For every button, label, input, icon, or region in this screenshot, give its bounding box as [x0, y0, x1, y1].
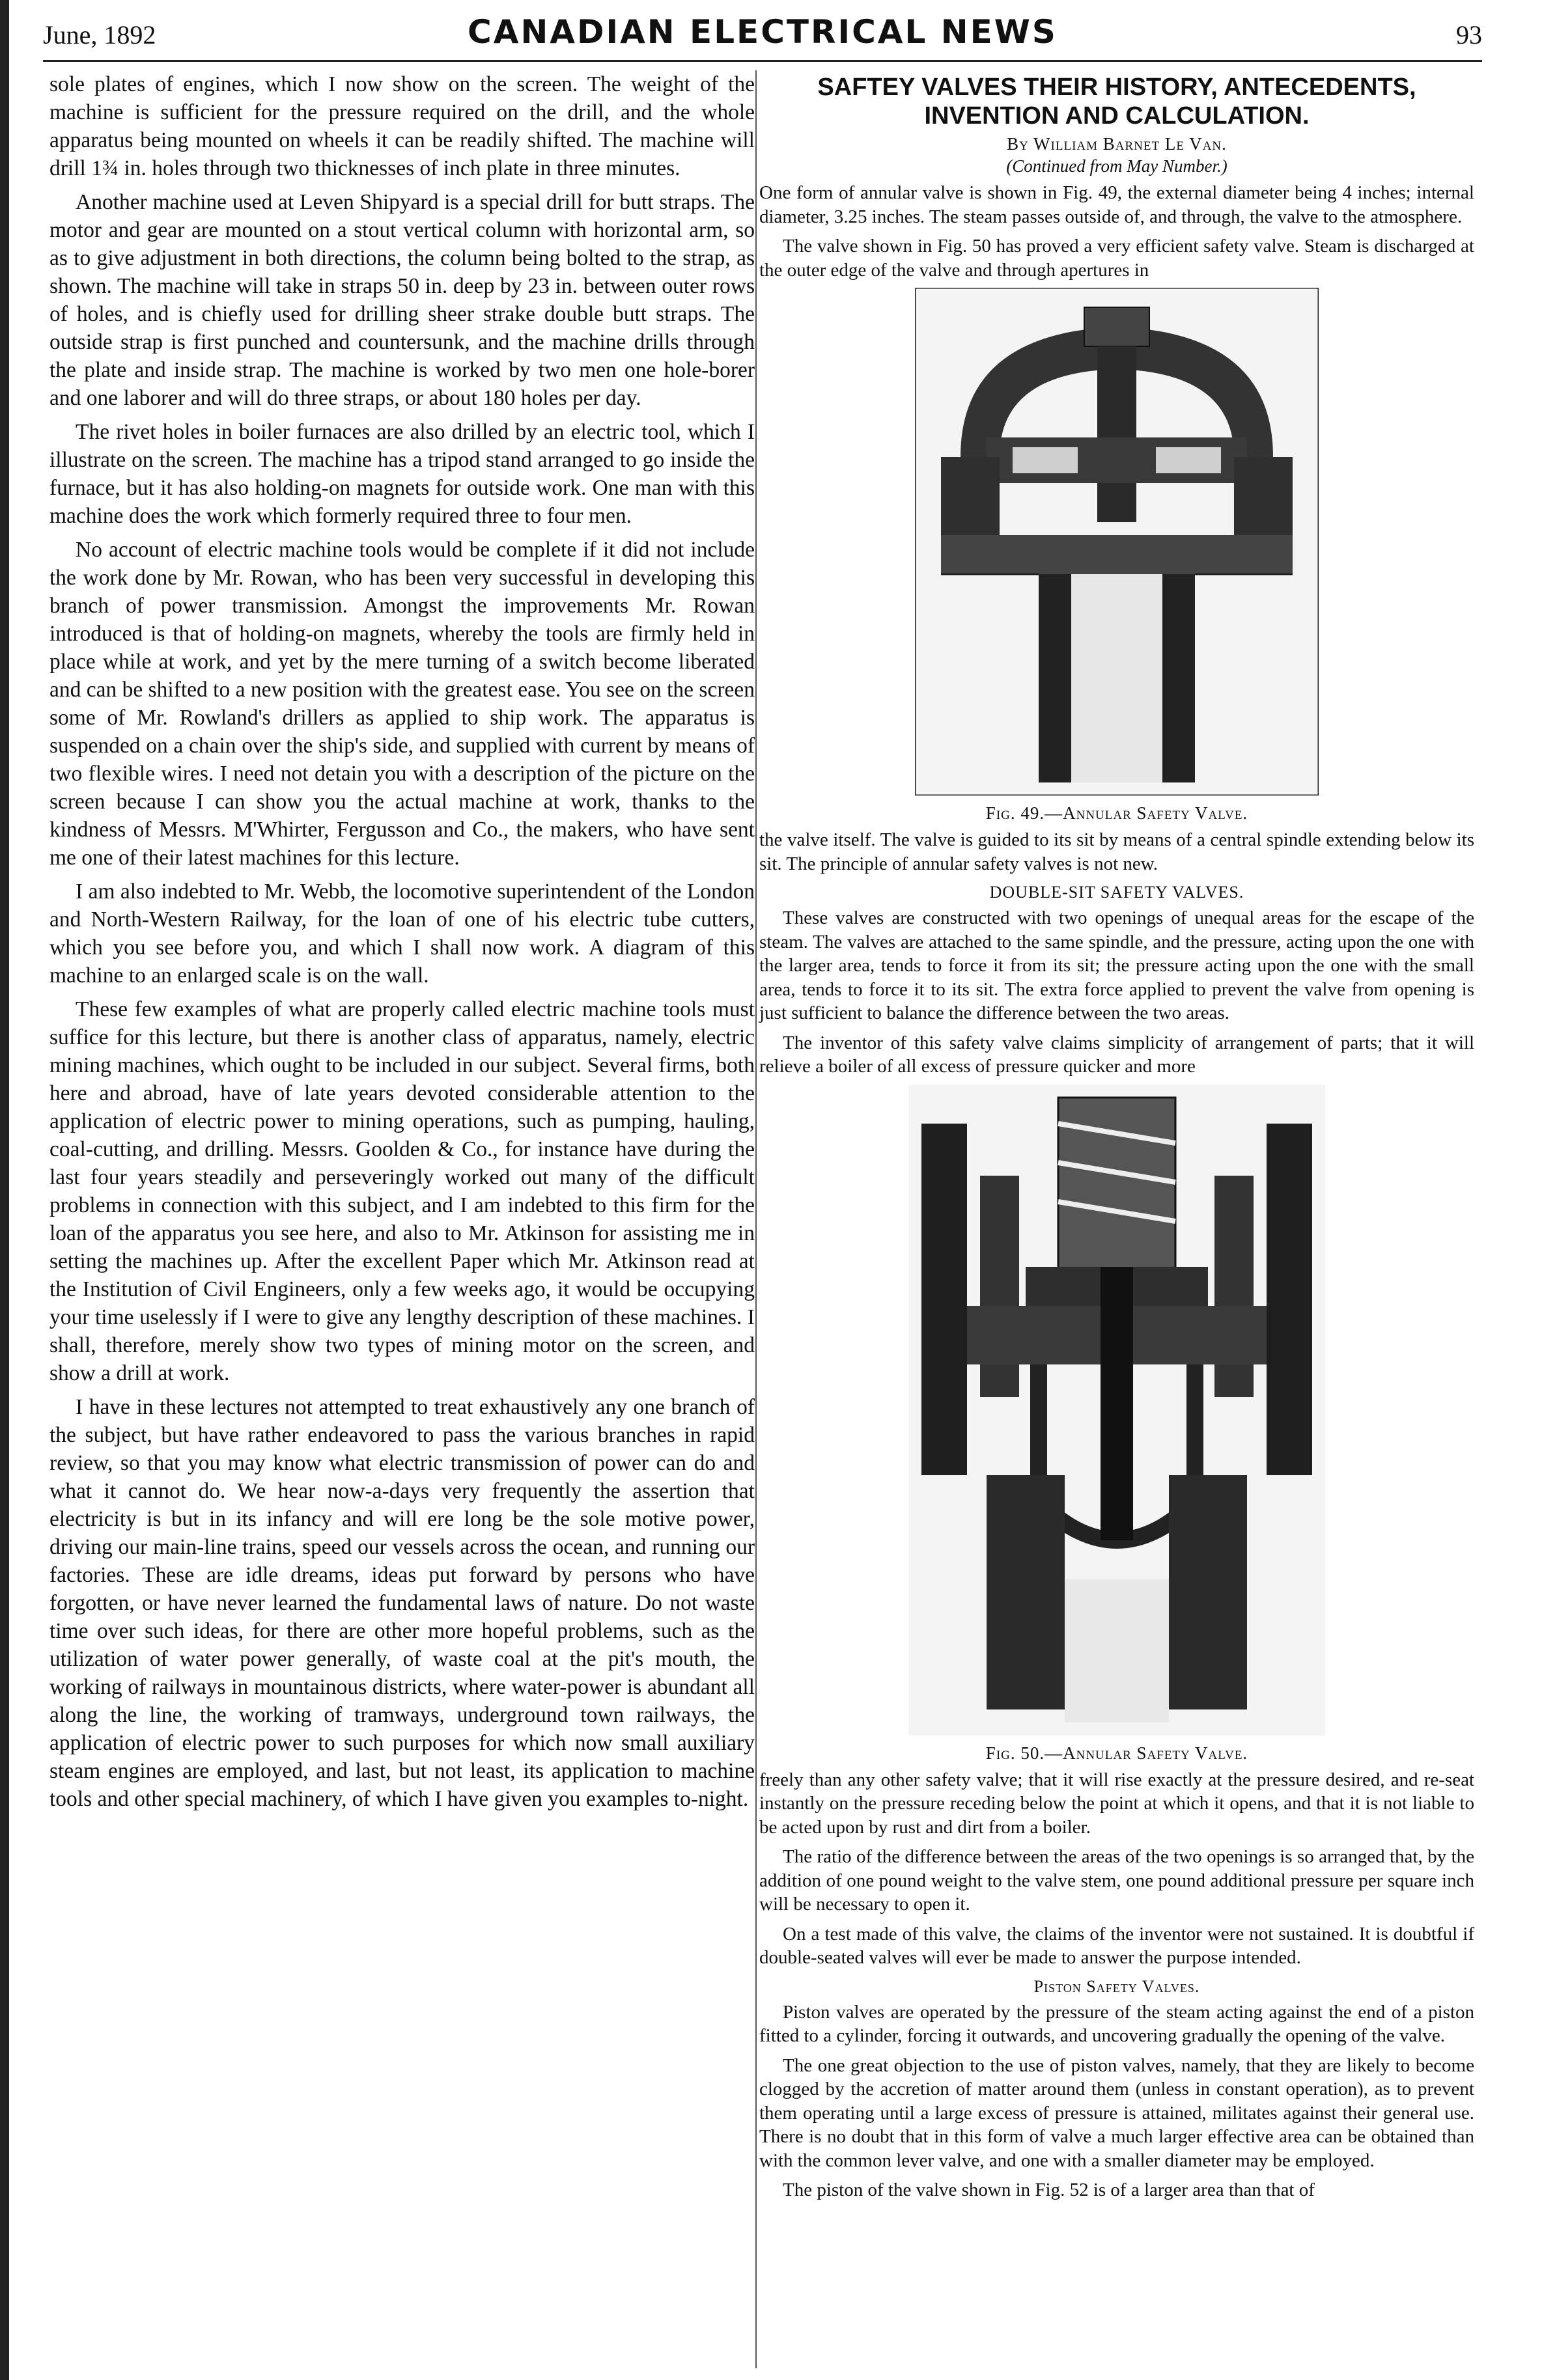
page-header	[43, 10, 1482, 56]
page-number: 93	[1456, 20, 1482, 49]
fig-49-valve-illustration	[915, 288, 1319, 796]
paragraph: The one great objection to the use of piston valves, namely, that they are likely to become clogged by the accretion of matter around them (unless in constant operation), as to prevent them operating until a large excess of pressure is attained, militates against their general use. There is no doubt that in this form of valve a much larger effective area can be obtained than with the common lever valve, and one with a smaller diameter may be employed.	[759, 2055, 1474, 2171]
paragraph: the valve itself. The valve is guided to its sit by means of a central spindle extending below its sit. The principle of annular safety valves is not new.	[759, 829, 1474, 874]
subhead-piston: Piston Safety Valves.	[1033, 1976, 1200, 1996]
left-column	[49, 70, 755, 1819]
header-rule	[43, 60, 1482, 62]
subhead-double-sit: DOUBLE-SIT SAFETY VALVES.	[989, 883, 1244, 902]
paragraph: I am also indebted to Mr. Webb, the locomotive superintendent of the London and North-Western Railway, for the loan of one of his electric tube cutters, which you see before you, and which I shall now work. A diagram of this machine to an enlarged scale is on the wall.	[49, 879, 755, 988]
fig-50-valve-illustration	[908, 1085, 1325, 1736]
paragraph: The valve shown in Fig. 50 has proved a very efficient safety valve. Steam is discharged at the outer edge of the valve and through apertures in	[759, 236, 1474, 281]
paragraph: No account of electric machine tools would be complete if it did not include the work done by Mr. Rowan, who has been very successful in developing this branch of power transmission. Amongst the improvements Mr. Rowan introduced is that of holding-on magnets, whereby the tools are firmly held in place while at work, and yet by the mere turning of a switch become liberated and can be shifted to a new position with the greatest ease. You see on the screen some of Mr. Rowland's drillers as applied to ship work. The apparatus is suspended on a chain over the ship's side, and supplied with current by means of two flexible wires. I need not detain you with a description of the picture on the screen because I can show you the actual machine at work, thanks to the kindness of Messrs. M'Whirter, Fergusson and Co., the makers, who have sent me one of their latest machines for this lecture.	[49, 538, 755, 870]
paragraph: On a test made of this valve, the claims of the inventor were not sustained. It is doubtful if double-seated valves will ever be made to answer the purpose intended.	[759, 1923, 1474, 1968]
fig-50-caption: Fig. 50.—Annular Safety Valve.	[985, 1743, 1248, 1763]
paragraph: Another machine used at Leven Shipyard is a special drill for butt straps. The motor and gear are mounted on a stout vertical column with horizontal arm, so as to give adjustment in both directions, the column being bolted to the strap, as shown. The machine will take in straps 50 in. deep by 23 in. between outer rows of holes, and is chiefly used for drilling sheer strake double butt straps. The outside strap is first punched and countersunk, and the machine drills through the plate and inside strap. The machine is worked by two men one hole-borer and one laborer and will do three straps, or about 180 holes per day.	[49, 190, 755, 410]
paragraph: sole plates of engines, which I now show on the screen. The weight of the machine is sufficient for the pressure required on the drill, and the whole apparatus being mounted on wheels it can be readily shifted. The machine will drill 1¾ in. holes through two thicknesses of inch plate in three minutes.	[49, 72, 755, 180]
article-byline: By William Barnet Le Van.	[1007, 134, 1227, 154]
column-divider	[755, 70, 757, 2368]
paragraph: I have in these lectures not attempted to treat exhaustively any one branch of the subject, but have rather endeavored to pass the various branches in rapid review, so that you may know what electric transmission of power can do and what it cannot do. We hear now-a-days very frequently the assertion that electricity is but in its infancy and will ere long be the sole motive power, driving our main-line trains, speed our vessels across the ocean, and running our factories. These are idle dreams, ideas put forward by persons who have forgotten, or have never learned the fundamental laws of nature. Do not waste time over such ideas, for there are other more hopeful problems, such as the utilization of water power generally, of waste coal at the pit's mouth, the working of railways in mountainous districts, where water-power is abundant all along the line, the working of tramways, underground town railways, the application of electric power to such purposes for which now small auxiliary steam engines are employed, and last, but not least, its application to machine tools and other special machinery, of which I have given you examples to-night.	[49, 1395, 755, 1811]
paragraph: These few examples of what are properly called electric machine tools must suffice for this lecture, but there is another class of apparatus, namely, electric mining machines, which ought to be included in our subject. Several firms, both here and abroad, have of late years devoted considerable attention to the application of electric power to mining operations, such as pumping, hauling, coal-cutting, and drilling. Messrs. Goolden & Co., for instance have during the last four years steadily and perseveringly worked out many of the difficult problems in connection with this subject, and I am indebted to this firm for the loan of the apparatus you see here, and also to Mr. Atkinson for assisting me in setting the machines up. After the excellent Paper which Mr. Atkinson read at the Institution of Civil Engineers, only a few weeks ago, it would be occupying your time uselessly if I were to give any lengthy description of these machines. I shall, therefore, merely show two types of mining motor on the screen, and show a drill at work.	[49, 997, 755, 1385]
paragraph: The piston of the valve shown in Fig. 52 is of a larger area than that of	[783, 2179, 1315, 2200]
paragraph: The rivet holes in boiler furnaces are also drilled by an electric tool, which I illustrate on the screen. The machine has a tripod stand arranged to go inside the furnace, but it has also holding-on magnets for outside work. One man with this machine does the work which formerly required three to four men.	[49, 420, 755, 528]
header-date: June, 1892	[43, 20, 156, 49]
continued-note: (Continued from May Number.)	[1006, 156, 1227, 176]
paragraph: These valves are constructed with two openings of unequal areas for the escape of the steam. The valves are attached to the same spindle, and the pressure, acting upon the one with the larger area, tends to force it from its sit; the pressure acting upon the one with the small area, tends to force it to its sit. The extra force applied to prevent the valve from opening is just sufficient to balance the difference between the two areas.	[759, 907, 1474, 1023]
right-column	[759, 70, 1474, 2208]
fig-49-caption: Fig. 49.—Annular Safety Valve.	[985, 803, 1248, 823]
paragraph: The ratio of the difference between the areas of the two openings is so arranged that, by the addition of one pound weight to the valve stem, one pound additional pressure per square inch will be necessary to open it.	[759, 1846, 1474, 1915]
paragraph: freely than any other safety valve; that it will rise exactly at the pressure desired, and re-seat instantly on the pressure receding below the point at which it opens, and that it is not liable to be acted upon by rust and dirt from a boiler.	[759, 1769, 1474, 1838]
article-title: SAFTEY VALVES THEIR HISTORY, ANTECEDENTS, INVENTION AND CALCULATION.	[817, 74, 1416, 130]
paragraph: Piston valves are operated by the pressure of the steam acting against the end of a piston fitted to a cylinder, forcing it outwards, and uncovering gradually the opening of the valve.	[759, 2001, 1474, 2046]
scan-edge-bar	[0, 0, 9, 2380]
paragraph: The inventor of this safety valve claims simplicity of arrangement of parts; that it will relieve a boiler of all excess of pressure quicker and more	[759, 1032, 1474, 1077]
paragraph: One form of annular valve is shown in Fig. 49, the external diameter being 4 inches; internal diameter, 3.25 inches. The steam passes outside of, and through, the valve to the atmosphere.	[759, 182, 1474, 227]
masthead-title: CANADIAN ELECTRICAL NEWS	[468, 13, 1058, 51]
